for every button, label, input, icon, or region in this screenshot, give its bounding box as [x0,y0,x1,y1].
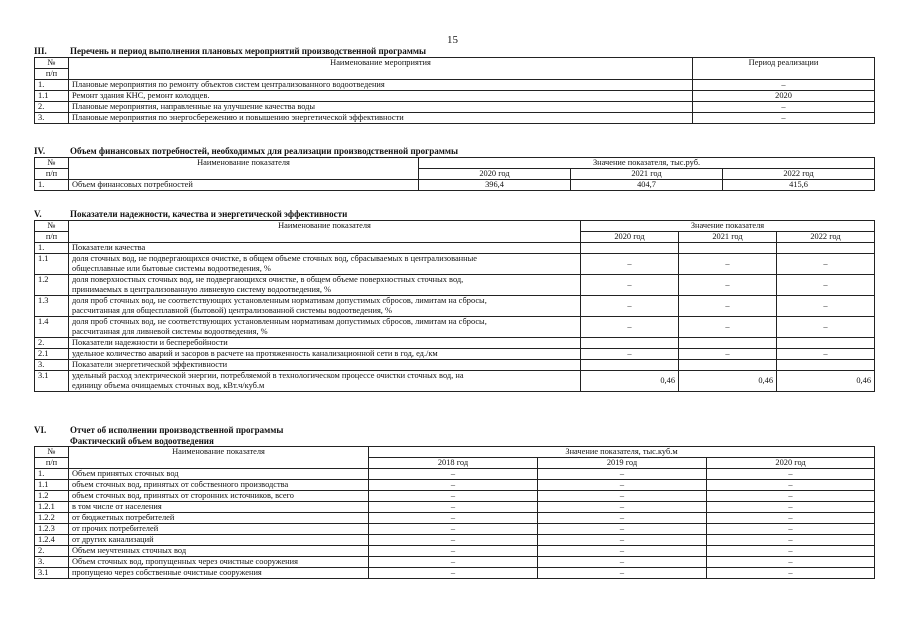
year-header: 2020 год [581,232,679,243]
row-name [69,371,581,392]
year-header: 2021 год [679,232,777,243]
row-value: – [538,513,707,524]
row-value: – [679,296,777,317]
table-row [35,180,875,191]
row-number: 3.1 [35,568,69,579]
section-number: VI. [34,425,47,435]
row-name: в том числе от населения [69,502,369,513]
row-name-line: общесплавные или бытовые системы водоотведения, % [72,264,271,273]
col-header-pp: п/п [35,169,69,180]
row-value: – [777,275,875,296]
row-number: 1. [35,469,69,480]
row-value: – [369,557,538,568]
row-number: 1.2.2 [35,513,69,524]
row-number: 1.2.3 [35,524,69,535]
table-row [35,502,875,513]
row-value: – [538,491,707,502]
row-name [69,254,581,275]
row-name: от бюджетных потребителей [69,513,369,524]
year-header: 2020 год [707,458,875,469]
row-value: – [679,254,777,275]
row-number: 1.2.4 [35,535,69,546]
row-value: – [707,535,875,546]
row-value: – [369,546,538,557]
table-row [35,469,875,480]
row-number: 1.4 [35,317,69,338]
row-value [581,360,679,371]
row-value: 415,6 [723,180,875,191]
table-row [35,91,875,102]
col-header-pp: п/п [35,458,69,469]
table-row [35,546,875,557]
row-name [69,243,581,254]
row-name [69,296,581,317]
row-value [679,360,777,371]
section-title: Перечень и период выполнения плановых мероприятий производственной программы [70,46,427,56]
row-value: – [707,513,875,524]
section-title: Показатели надежности, качества и энергетической эффективности [70,209,348,219]
row-value: – [369,502,538,513]
row-name-line: принимаемых в централизованную ливневую систему водоотведения, % [72,285,332,294]
col-header-name: Наименование мероприятия [69,58,693,80]
row-value: – [538,524,707,535]
row-value: 0,46 [679,371,777,392]
row-value: – [369,469,538,480]
row-name: Плановые мероприятия по энергосбережению и повышению энергетической эффективности [69,113,693,124]
row-value [777,338,875,349]
section-iii-heading [34,46,874,57]
row-name: пропущено через собственные очистные сооружения [69,568,369,579]
table-row [35,524,875,535]
row-value: – [777,317,875,338]
row-name-line: доля проб сточных вод, не соответствующих установленным нормативам допустимых сбросов, лимитам на сбросы, [72,296,487,305]
row-value [777,360,875,371]
col-header-name: Наименование показателя [69,158,419,180]
row-value: – [707,502,875,513]
section-vi [34,425,874,579]
row-number: 3. [35,557,69,568]
row-name: Ремонт здания КНС, ремонт колодцев. [69,91,693,102]
section-iii [34,46,874,124]
year-header: 2020 год [419,169,571,180]
row-value: – [581,349,679,360]
row-value: – [538,546,707,557]
table-row [35,113,875,124]
col-header-value: Значение показателя [581,221,875,232]
row-value: – [369,480,538,491]
row-value: – [369,568,538,579]
row-value: – [369,535,538,546]
row-name-line: рассчитанная для ливневой системы водоотведения, % [72,327,268,336]
row-number: 1.1 [35,254,69,275]
row-value: – [707,546,875,557]
row-number: 1.3 [35,296,69,317]
page-number: 15 [447,34,458,46]
row-value: – [679,317,777,338]
row-value [581,338,679,349]
section-v [34,209,874,392]
col-header-period: Период реализации [693,58,875,80]
row-name: объем сточных вод, принятых от собственного производства [69,480,369,491]
row-name: Плановые мероприятия, направленные на улучшение качества воды [69,102,693,113]
row-name-line: Показатели качества [72,243,146,252]
row-value: – [538,535,707,546]
row-number: 1. [35,180,69,191]
row-name: Объем принятых сточных вод [69,469,369,480]
row-value: – [581,296,679,317]
year-header: 2022 год [777,232,875,243]
col-header-pp: п/п [35,69,69,80]
row-value: – [369,524,538,535]
year-header: 2019 год [538,458,707,469]
row-value: – [707,557,875,568]
row-number: 3.1 [35,371,69,392]
row-name [69,317,581,338]
table-row [35,296,875,317]
row-value: – [538,469,707,480]
col-header-no: № [35,221,69,232]
row-number: 1.2.1 [35,502,69,513]
table-row [35,254,875,275]
row-value: – [679,275,777,296]
row-number: 3. [35,113,69,124]
row-name-line: рассчитанная для общесплавной (бытовой) централизованной системы водоотведения, % [72,306,392,315]
row-name: Объем неучтенных сточных вод [69,546,369,557]
section-iv-heading [34,146,874,157]
row-number: 1. [35,243,69,254]
row-period: – [693,102,875,113]
row-name: Объем финансовых потребностей [69,180,419,191]
row-value: – [538,557,707,568]
table-row [35,338,875,349]
row-value: – [538,502,707,513]
row-value: – [369,491,538,502]
row-value: – [581,317,679,338]
row-value: – [707,524,875,535]
row-value: – [777,349,875,360]
table-row [35,317,875,338]
row-name-line: Показатели энергетической эффективности [72,360,228,369]
row-name: от других канализаций [69,535,369,546]
table-row [35,557,875,568]
row-value: – [707,568,875,579]
year-header: 2021 год [571,169,723,180]
row-name-line: удельное количество аварий и засоров в расчете на протяженность канализационной сети в год, ед./км [72,349,438,358]
row-value [581,243,679,254]
section-v-heading [34,209,874,220]
row-number: 3. [35,360,69,371]
indicators-table [34,220,875,392]
col-header-name: Наименование показателя [69,221,581,243]
row-name-line: доля проб сточных вод, не соответствующих установленным нормативам допустимых сбросов, лимитам на сбросы, [72,317,487,326]
row-value: – [777,296,875,317]
activities-table [34,57,875,124]
row-name: от прочих потребителей [69,524,369,535]
row-name [69,275,581,296]
row-number: 1.1 [35,91,69,102]
year-header: 2022 год [723,169,875,180]
table-row [35,102,875,113]
table-row [35,275,875,296]
row-period: – [693,113,875,124]
row-number: 2. [35,338,69,349]
row-name [69,338,581,349]
row-name [69,349,581,360]
row-number: 1.1 [35,480,69,491]
row-number: 1.2 [35,275,69,296]
row-value: – [679,349,777,360]
row-number: 2.1 [35,349,69,360]
section-iv [34,146,874,191]
table-row [35,371,875,392]
section-subtitle: Фактический объем водоотведения [70,436,214,446]
row-name-line: доля сточных вод, не подвергающихся очистке, в общем объеме сточных вод, сбрасываемых в централизованные [72,254,477,263]
table-row [35,513,875,524]
row-name [69,360,581,371]
table-row [35,360,875,371]
row-value: – [707,469,875,480]
table-row [35,491,875,502]
section-number: V. [34,209,42,219]
row-period: – [693,80,875,91]
row-name-line: доля поверхностных сточных вод, не подвергающихся очистке, в общем объеме поверхностных сточных вод, [72,275,464,284]
row-value: – [581,275,679,296]
row-name-line: Показатели надежности и бесперебойности [72,338,228,347]
row-period: 2020 [693,91,875,102]
section-number: IV. [34,146,46,156]
row-value [679,338,777,349]
row-number: 2. [35,546,69,557]
row-number: 1. [35,80,69,91]
wastewater-volume-table [34,446,875,579]
row-value: 0,46 [777,371,875,392]
finance-table [34,157,875,191]
row-name: Плановые мероприятия по ремонту объектов систем централизованного водоотведения [69,80,693,91]
row-value: – [369,513,538,524]
col-header-name: Наименование показателя [69,447,369,469]
row-value [679,243,777,254]
section-vi-heading [34,425,874,436]
row-value: – [707,491,875,502]
row-value: 404,7 [571,180,723,191]
row-number: 2. [35,102,69,113]
col-header-no: № [35,158,69,169]
row-name-line: единицу объема очищаемых сточных вод, кВт.ч/куб.м [72,381,265,390]
table-row [35,80,875,91]
row-value: – [581,254,679,275]
col-header-value: Значение показателя, тыс.руб. [419,158,875,169]
section-number: III. [34,46,47,56]
table-row [35,243,875,254]
table-row [35,349,875,360]
table-row [35,535,875,546]
col-header-value: Значение показателя, тыс.куб.м [369,447,875,458]
row-value: – [707,480,875,491]
year-header: 2018 год [369,458,538,469]
row-value: 396,4 [419,180,571,191]
row-value [777,243,875,254]
col-header-no: № [35,447,69,458]
row-number: 1.2 [35,491,69,502]
row-value: – [538,480,707,491]
row-value: – [777,254,875,275]
row-name-line: удельный расход электрической энергии, потребляемой в технологическом процессе очистки сточных вод, на [72,371,464,380]
table-row [35,568,875,579]
section-title: Отчет об исполнении производственной программы [70,425,284,435]
table-row [35,480,875,491]
row-name: Объем сточных вод, пропущенных через очистные сооружения [69,557,369,568]
col-header-pp: п/п [35,232,69,243]
col-header-no: № [35,58,69,69]
section-title: Объем финансовых потребностей, необходимых для реализации производственной программы [70,146,459,156]
row-value: – [538,568,707,579]
row-name: объем сточных вод, принятых от сторонних источников, всего [69,491,369,502]
row-value: 0,46 [581,371,679,392]
